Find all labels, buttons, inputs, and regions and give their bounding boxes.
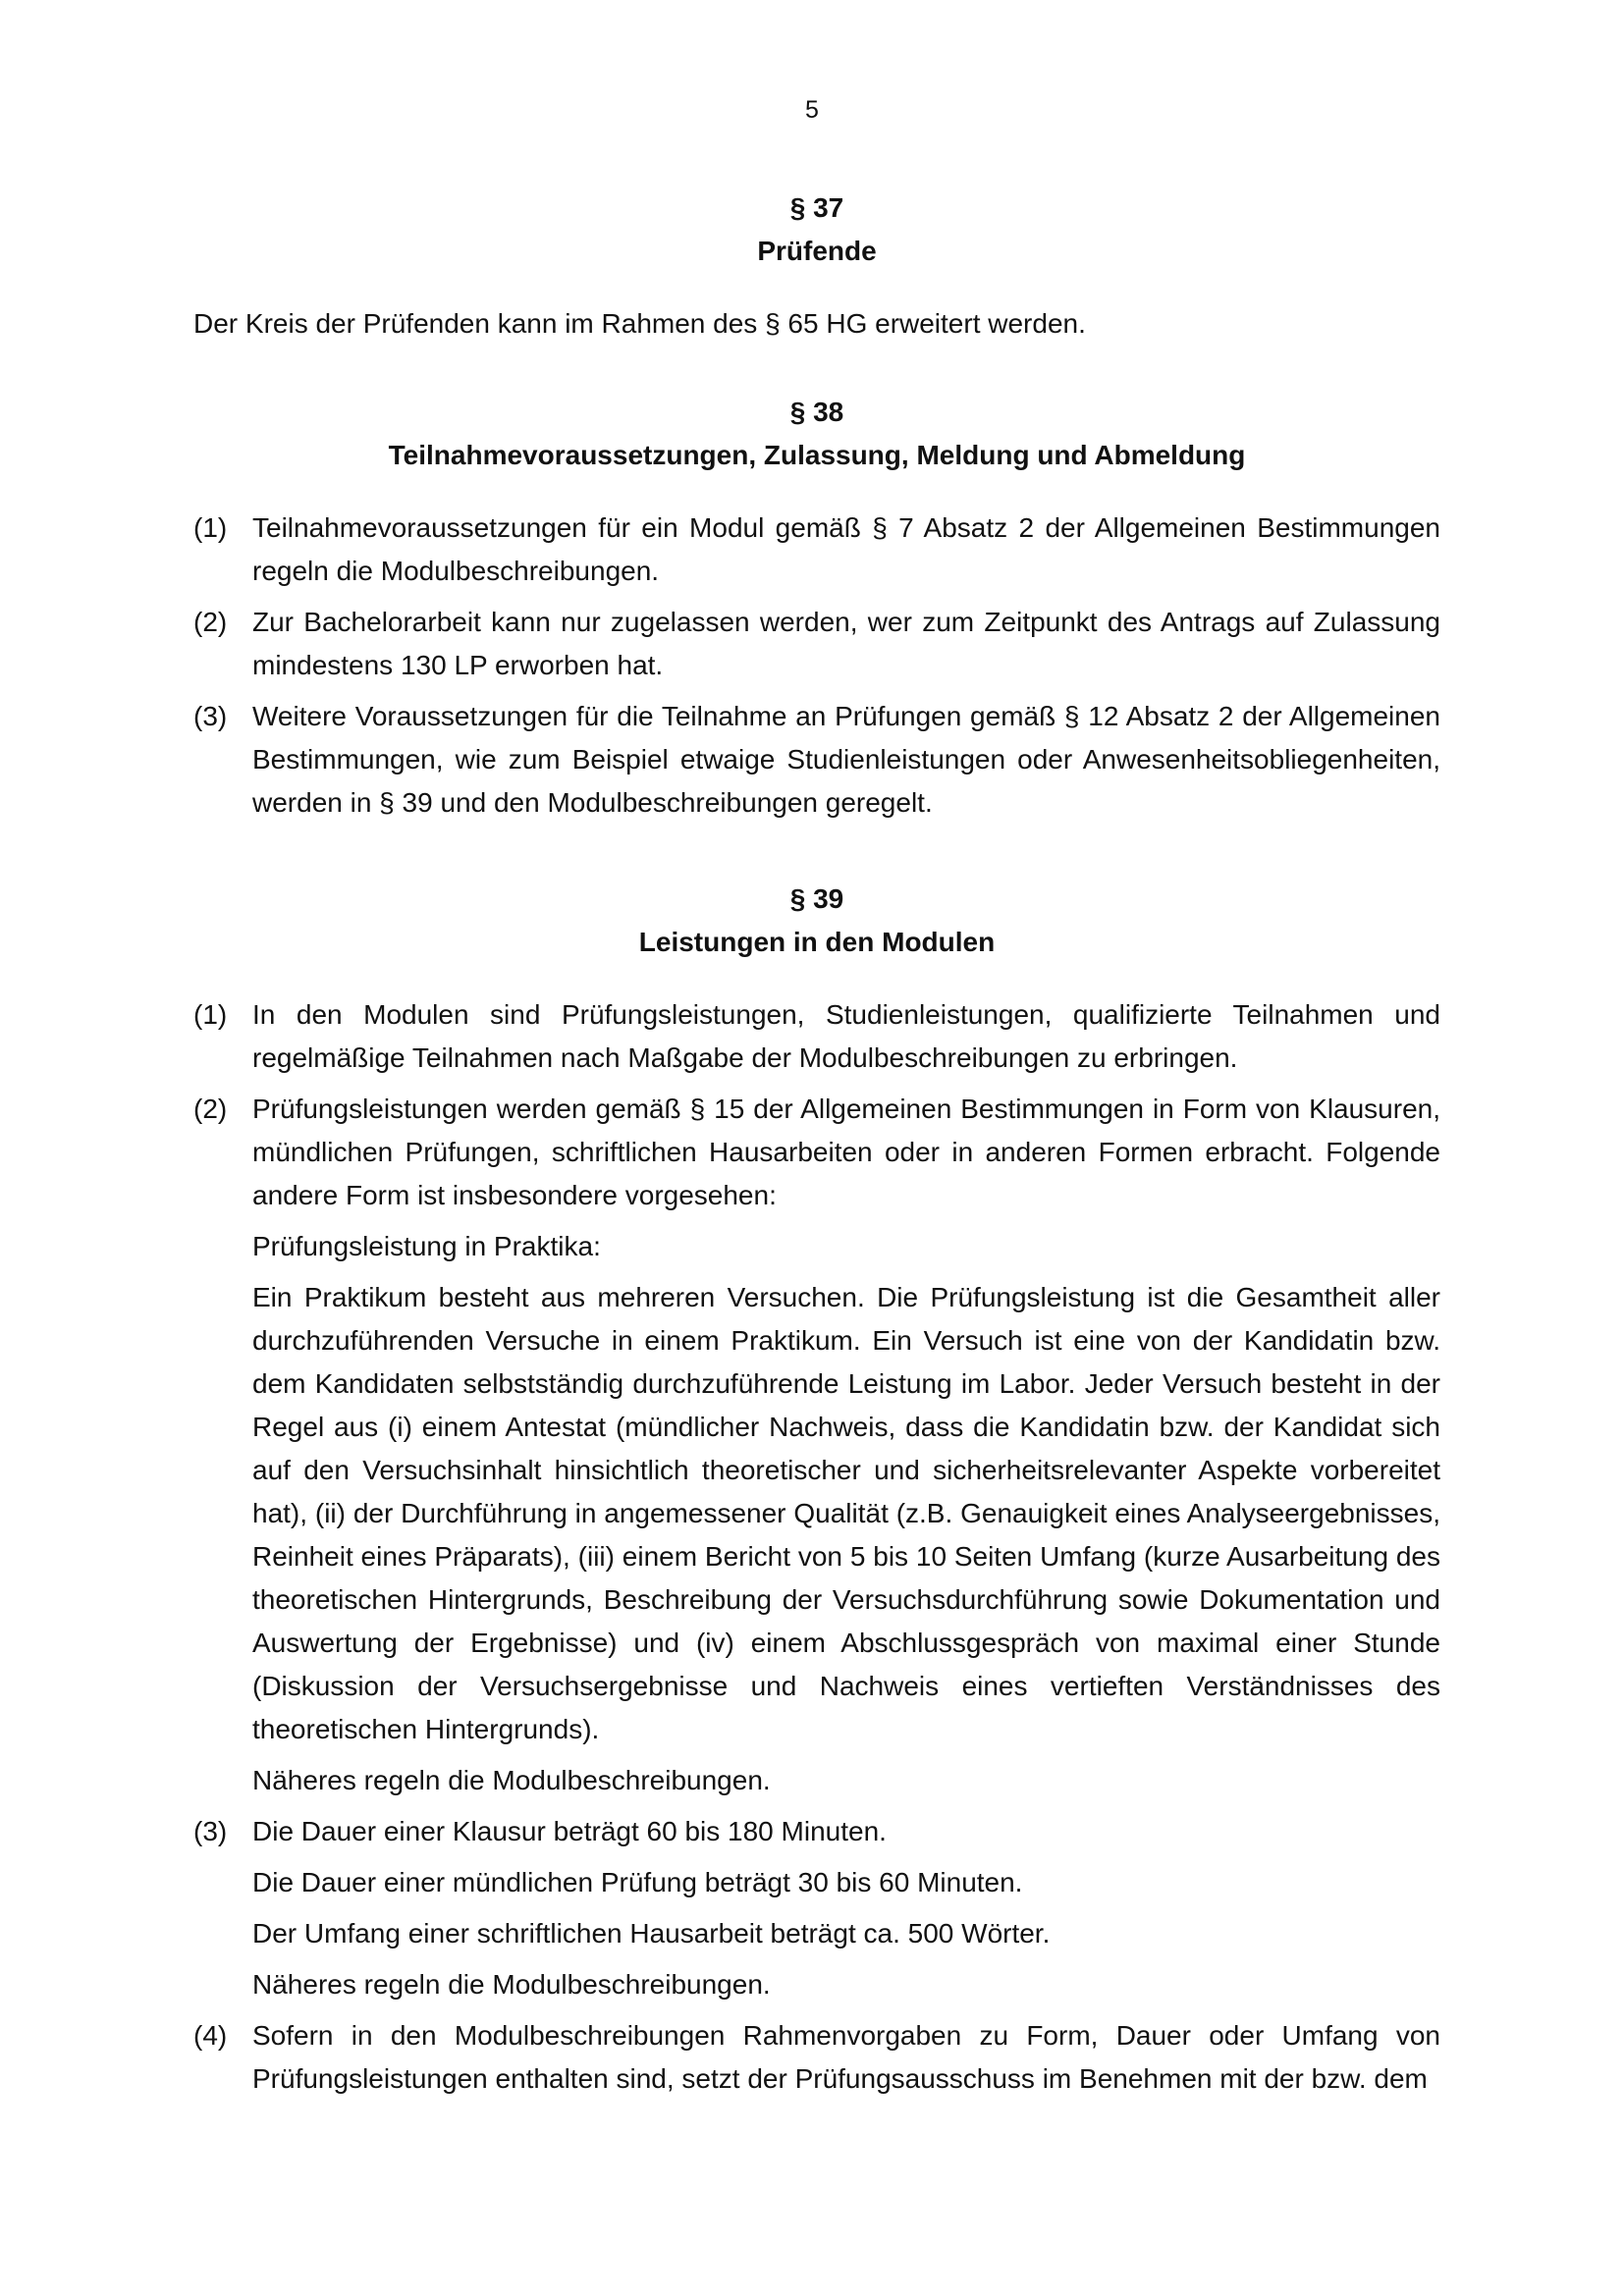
list-item: [193, 993, 1440, 1080]
item-number: (3): [193, 1816, 228, 1846]
list-item: [193, 2014, 1440, 2101]
section-39: [193, 878, 1440, 2101]
list-item: [193, 507, 1440, 593]
page-content: [193, 187, 1440, 2109]
item-paragraph: Näheres regeln die Modulbeschreibungen.: [252, 1765, 771, 1795]
item-paragraph: Prüfungsleistung in Praktika:: [252, 1231, 601, 1261]
item-number: (2): [193, 607, 228, 637]
item-body: [252, 1088, 1440, 1802]
item-text: Teilnahmevoraussetzungen für ein Modul gemäß § 7 Absatz 2 der Allgemeinen Bestimmungen regeln die Modulbeschreibungen.: [252, 512, 1440, 586]
item-number: (3): [193, 701, 228, 731]
section-39-sign: § 39: [789, 883, 844, 914]
item-paragraph: Ein Praktikum besteht aus mehreren Versuchen. Die Prüfungsleistung ist die Gesamtheit aller durchzuführenden Versuche in einem Praktikum. Ein Versuch ist eine von der Kandidatin bzw. dem Kandidaten selbstständig durchzuführende Leistung im Labor. Jeder Versuch besteht in der Regel aus (i) einem Antestat (mündlicher Nachweis, dass die Kandidatin bzw. der Kandidat sich auf den Versuchsinhalt hinsichtlich theoretischer und sicherheitsrelevanter Aspekte vorbereitet hat), (ii) der Durchführung in angemessener Qualität (z.B. Genauigkeit eines Analyseergebnisses, Reinheit eines Präparats), (iii) einem Bericht von 5 bis 10 Seiten Umfang (kurze Ausarbeitung des theoretischen Hintergrunds, Beschreibung der Versuchsdurchführung sowie Dokumentation und Auswertung der Ergebnisse) und (iv) einem Abschlussgespräch von maximal einer Stunde (Diskussion der Versuchsergebnisse und Nachweis eines vertieften Verständnisses des theoretischen Hintergrunds).: [252, 1282, 1440, 1744]
item-paragraph: Sofern in den Modulbeschreibungen Rahmenvorgaben zu Form, Dauer oder Umfang von Prüfungsleistungen enthalten sind, setzt der Prüfungsausschuss im Benehmen mit der bzw. dem: [252, 2020, 1440, 2094]
item-paragraph: Die Dauer einer mündlichen Prüfung beträgt 30 bis 60 Minuten.: [252, 1867, 1023, 1897]
section-39-list: [193, 993, 1440, 2101]
section-38-list: [193, 507, 1440, 825]
item-body: [252, 2014, 1440, 2101]
item-text: Zur Bachelorarbeit kann nur zugelassen werden, wer zum Zeitpunkt des Antrags auf Zulassung mindestens 130 LP erworben hat.: [252, 607, 1440, 680]
item-paragraph: Näheres regeln die Modulbeschreibungen.: [252, 1969, 771, 2000]
item-number: (1): [193, 999, 228, 1030]
item-paragraph: Prüfungsleistungen werden gemäß § 15 der Allgemeinen Bestimmungen in Form von Klausuren, mündlichen Prüfungen, schriftlichen Hausarbeiten oder in anderen Formen erbracht. Folgende andere Form ist insbesondere vorgesehen:: [252, 1094, 1440, 1210]
section-38-sign: § 38: [789, 397, 844, 427]
section-37-text: Der Kreis der Prüfenden kann im Rahmen des § 65 HG erweitert werden.: [193, 308, 1086, 339]
section-37-title: Prüfende: [757, 236, 877, 266]
list-item: [193, 695, 1440, 825]
item-body: [252, 993, 1440, 1080]
item-number: (4): [193, 2020, 228, 2051]
item-paragraph: Der Umfang einer schriftlichen Hausarbeit beträgt ca. 500 Wörter.: [252, 1918, 1051, 1949]
item-body: [252, 1810, 1440, 2006]
list-item: [193, 1810, 1440, 2006]
page-number: 5: [805, 96, 819, 124]
item-text: Weitere Voraussetzungen für die Teilnahme an Prüfungen gemäß § 12 Absatz 2 der Allgemeinen Bestimmungen, wie zum Beispiel etwaige Studienleistungen oder Anwesenheitsobliegenheiten, werden in § 39 und den Modulbeschreibungen geregelt.: [252, 701, 1440, 818]
list-item: [193, 601, 1440, 687]
section-37: [193, 187, 1440, 346]
item-number: (2): [193, 1094, 228, 1124]
section-38-title: Teilnahmevoraussetzungen, Zulassung, Meldung und Abmeldung: [388, 440, 1246, 470]
list-item: [193, 1088, 1440, 1802]
section-37-sign: § 37: [789, 192, 844, 223]
section-39-title: Leistungen in den Modulen: [638, 927, 996, 957]
item-paragraph: Die Dauer einer Klausur beträgt 60 bis 180 Minuten.: [252, 1816, 887, 1846]
section-38: [193, 391, 1440, 825]
item-number: (1): [193, 512, 228, 543]
item-paragraph: In den Modulen sind Prüfungsleistungen, Studienleistungen, qualifizierte Teilnahmen und regelmäßige Teilnahmen nach Maßgabe der Modulbeschreibungen zu erbringen.: [252, 999, 1440, 1073]
